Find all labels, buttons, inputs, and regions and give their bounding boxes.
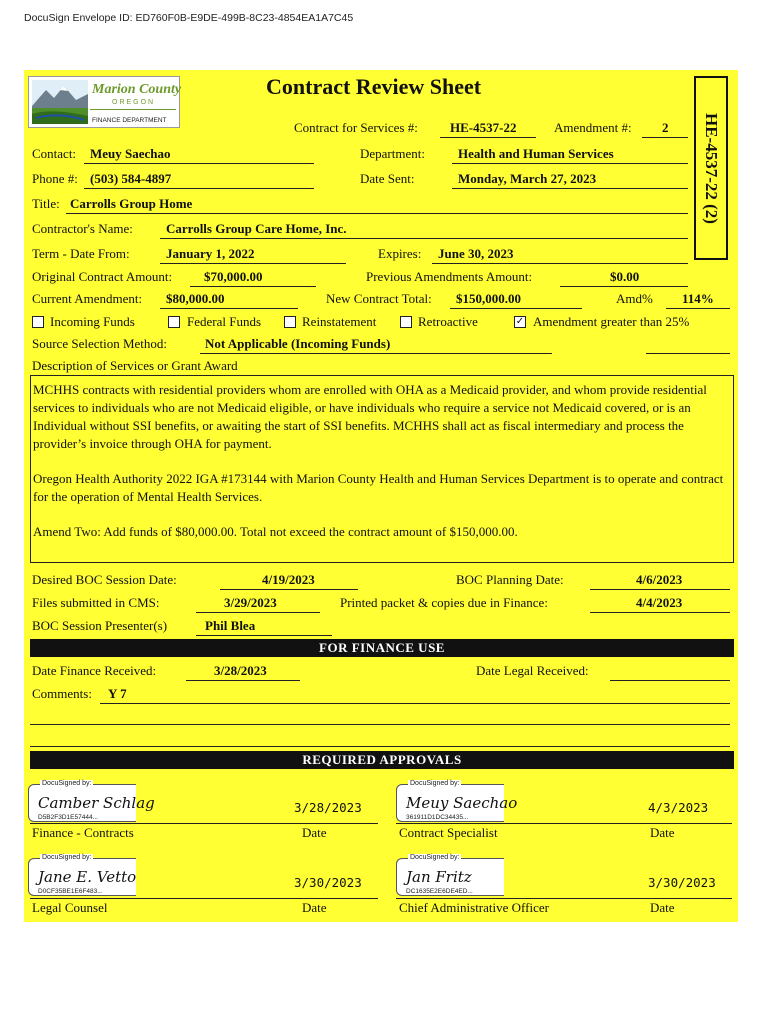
approval-line-specialist	[396, 823, 732, 824]
boc-session-date-label: Desired BOC Session Date:	[32, 572, 177, 587]
role-chief-administrative-officer: Chief Administrative Officer	[399, 900, 549, 915]
boc-presenter-value: Phil Blea	[205, 618, 256, 633]
contractor-value: Carrolls Group Care Home, Inc.	[166, 221, 347, 236]
docusigned-by-label: DocuSigned by:	[42, 854, 92, 861]
envelope-id: DocuSign Envelope ID: ED760F0B-E9DE-499B-8C23-4854EA1A7C45	[24, 12, 354, 24]
comments-label: Comments:	[32, 686, 92, 701]
expires-label: Expires:	[378, 246, 422, 261]
boc-planning-date-label: BOC Planning Date:	[456, 572, 564, 587]
title-value: Carrolls Group Home	[70, 196, 193, 211]
contract-number-label: Contract for Services #:	[294, 120, 418, 135]
federal-funds-label: Federal Funds	[187, 314, 262, 329]
finance-use-bar: FOR FINANCE USE	[30, 639, 734, 657]
side-contract-number: HE-4537-22 (2)	[702, 112, 721, 224]
description-paragraph-3: Amend Two: Add funds of $80,000.00. Total not exceed the contract amount of $150,000.00.	[33, 524, 518, 539]
finance-received-value: 3/28/2023	[214, 663, 267, 678]
description-paragraph-1: MCHHS contracts with residential providers whom are enrolled with OHA as a Medicaid provider, and whom provide residential services to individuals who are not Medicaid eligible, or have individuals who require a service not Medicaid covered, or is an Individual without SSI benefits, or awaiting the start of SSI benefits. MCHHS shall act as fiscal intermediary and process the provider’s invoice through OHA for payment.	[33, 382, 707, 451]
source-selection-line	[200, 353, 552, 354]
new-total-value: $150,000.00	[456, 291, 521, 306]
boc-presenter-line	[196, 635, 332, 636]
boc-planning-date-line	[590, 589, 730, 590]
description-text	[33, 381, 731, 558]
amendment-over-25-checkbox[interactable]	[514, 316, 526, 328]
docusigned-by-label: DocuSigned by:	[410, 854, 460, 861]
signature-specialist: Meuy Saechao	[406, 794, 518, 812]
printed-packet-value: 4/4/2023	[636, 595, 683, 610]
page-title: Contract Review Sheet	[266, 74, 482, 99]
contact-value: Meuy Saechao	[90, 146, 171, 161]
signature-id-legal: D0CF35BE1E6F483...	[38, 888, 103, 895]
signature-id-specialist: 361911D1DC34435...	[406, 814, 469, 821]
reinstatement-checkbox[interactable]	[284, 316, 296, 328]
amd-percent-label: Amd%	[616, 291, 653, 306]
phone-value: (503) 584-4897	[90, 171, 172, 186]
date-label-legal: Date	[302, 900, 327, 915]
retroactive-label: Retroactive	[418, 314, 478, 329]
finance-received-line	[186, 680, 300, 681]
previous-amendments-line	[560, 286, 688, 287]
logo-state: OREGON	[112, 99, 156, 106]
signature-id-finance: D5B2F3D1E57444...	[38, 814, 98, 821]
term-line	[160, 263, 346, 264]
cms-submitted-label: Files submitted in CMS:	[32, 595, 160, 610]
source-selection-value: Not Applicable (Incoming Funds)	[205, 336, 391, 351]
boc-presenter-label: BOC Session Presenter(s)	[32, 618, 168, 633]
date-label-specialist: Date	[650, 825, 675, 840]
approval-date-cao: 3/30/2023	[648, 875, 716, 890]
date-sent-label: Date Sent:	[360, 171, 415, 186]
approval-line-legal	[30, 898, 378, 899]
boc-session-date-line	[220, 589, 358, 590]
source-selection-label: Source Selection Method:	[32, 336, 168, 351]
comments-line-3	[30, 746, 730, 747]
approval-date-legal: 3/30/2023	[294, 875, 362, 890]
printed-packet-line	[590, 612, 730, 613]
comments-line-2	[30, 724, 730, 725]
signature-finance: Camber Schlag	[38, 794, 155, 812]
description-paragraph-2: Oregon Health Authority 2022 IGA #173144 with Marion County Health and Human Services Department is to operate and contract for the operation of Mental Health Services.	[33, 471, 724, 504]
source-extra-line	[646, 353, 730, 354]
contact-label: Contact:	[32, 146, 77, 161]
title-line	[66, 213, 688, 214]
date-label-finance: Date	[302, 825, 327, 840]
approval-line-finance	[30, 823, 378, 824]
amendment-number-value: 2	[662, 120, 669, 135]
amendment-over-25-label: Amendment greater than 25%	[533, 314, 690, 329]
boc-session-date-value: 4/19/2023	[262, 572, 315, 587]
current-amendment-value: $80,000.00	[166, 291, 225, 306]
legal-received-line	[610, 680, 730, 681]
boc-planning-date-value: 4/6/2023	[636, 572, 683, 587]
original-amount-line	[190, 286, 316, 287]
reinstatement-label: Reinstatement	[302, 314, 377, 329]
approval-date-specialist: 4/3/2023	[648, 800, 709, 815]
legal-received-label: Date Legal Received:	[476, 663, 589, 678]
amd-percent-line	[666, 308, 730, 309]
date-sent-value: Monday, March 27, 2023	[458, 171, 597, 186]
phone-line	[84, 188, 314, 189]
phone-label: Phone #:	[32, 171, 78, 186]
expires-value: June 30, 2023	[438, 246, 514, 261]
contact-line	[84, 163, 314, 164]
retroactive-checkbox[interactable]	[400, 316, 412, 328]
contractor-line	[160, 238, 688, 239]
title-label: Title:	[32, 196, 60, 211]
contract-number-value: HE-4537-22	[450, 120, 517, 135]
logo-divider	[90, 109, 176, 110]
current-amendment-label: Current Amendment:	[32, 291, 143, 306]
previous-amendments-value: $0.00	[610, 269, 640, 284]
new-total-label: New Contract Total:	[326, 291, 432, 306]
contractor-label: Contractor's Name:	[32, 221, 133, 236]
expires-line	[432, 263, 688, 264]
incoming-funds-checkbox[interactable]	[32, 316, 44, 328]
department-line	[452, 163, 688, 164]
amendment-number-label: Amendment #:	[554, 120, 632, 135]
signature-cao: Jan Fritz	[406, 868, 472, 886]
original-amount-label: Original Contract Amount:	[32, 269, 173, 284]
current-amendment-line	[160, 308, 298, 309]
logo-department: FINANCE DEPARTMENT	[92, 117, 167, 124]
date-label-cao: Date	[650, 900, 675, 915]
approval-date-finance: 3/28/2023	[294, 800, 362, 815]
required-approvals-bar: REQUIRED APPROVALS	[30, 751, 734, 769]
term-label: Term - Date From:	[32, 246, 130, 261]
original-amount-value: $70,000.00	[204, 269, 263, 284]
docusigned-by-label: DocuSigned by:	[42, 780, 92, 787]
term-value: January 1, 2022	[166, 246, 255, 261]
description-label: Description of Services or Grant Award	[32, 358, 238, 373]
logo-name: Marion County	[92, 82, 182, 97]
finance-received-label: Date Finance Received:	[32, 663, 157, 678]
cms-submitted-line	[196, 612, 320, 613]
role-contract-specialist: Contract Specialist	[399, 825, 498, 840]
incoming-funds-label: Incoming Funds	[50, 314, 135, 329]
previous-amendments-label: Previous Amendments Amount:	[366, 269, 533, 284]
signature-id-cao: DC1635E2E6DE4ED...	[406, 888, 473, 895]
printed-packet-label: Printed packet & copies due in Finance:	[340, 595, 548, 610]
role-legal-counsel: Legal Counsel	[32, 900, 108, 915]
comments-value: Y 7	[108, 686, 127, 701]
federal-funds-checkbox[interactable]	[168, 316, 180, 328]
amd-percent-value: 114%	[682, 291, 714, 306]
department-value: Health and Human Services	[458, 146, 614, 161]
new-total-line	[450, 308, 582, 309]
amendment-number-line	[642, 137, 688, 138]
checkmark-icon: ✓	[515, 316, 525, 327]
contract-number-line	[440, 137, 536, 138]
date-sent-line	[452, 188, 688, 189]
role-finance-contracts: Finance - Contracts	[32, 825, 134, 840]
signature-legal: Jane E. Vetto	[38, 868, 137, 886]
mountain-landscape-icon	[32, 80, 88, 124]
approval-line-cao	[396, 898, 732, 899]
docusigned-by-label: DocuSigned by:	[410, 780, 460, 787]
cms-submitted-value: 3/29/2023	[224, 595, 277, 610]
department-label: Department:	[360, 146, 425, 161]
comments-line-1	[100, 703, 730, 704]
